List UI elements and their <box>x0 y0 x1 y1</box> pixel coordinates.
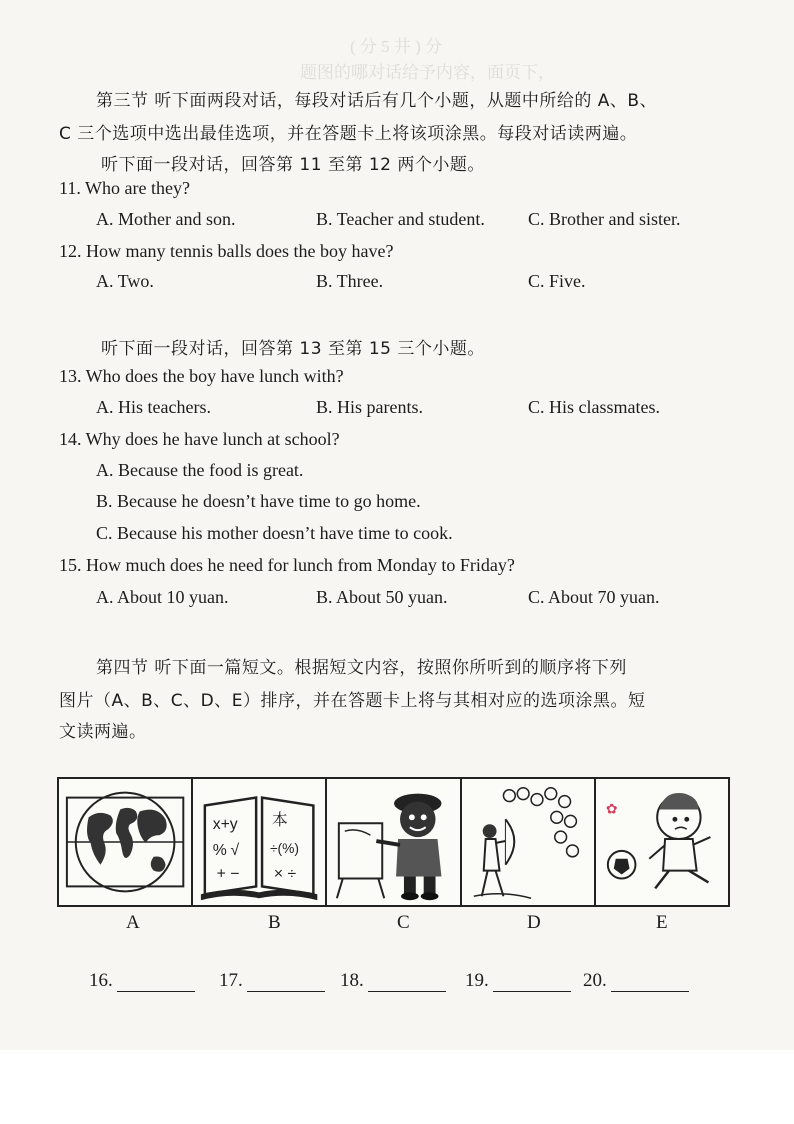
answer-number: 16. <box>89 970 113 991</box>
section4-heading-line2: 图片（A、B、C、D、E）排序，并在答题卡上将与其相对应的选项涂黑。短 <box>59 691 646 711</box>
answer-16[interactable] <box>89 970 195 992</box>
svg-text:√: √ <box>230 841 240 859</box>
section4-heading-line1: 第四节 听下面一篇短文。根据短文内容，按照你所听到的顺序将下列 <box>96 658 627 678</box>
answer-blank[interactable] <box>368 973 446 992</box>
page-bottom-margin <box>0 1050 794 1124</box>
svg-text:%: % <box>212 841 227 859</box>
picture-label-e: E <box>656 912 668 933</box>
answer-number: 18. <box>340 970 364 991</box>
question-15: 15. How much does he need for lunch from Monday to Friday? <box>59 555 515 575</box>
picture-label-a: A <box>126 912 140 933</box>
section3-heading-line2: C 三个选项中选出最佳选项，并在答题卡上将该项涂黑。每段对话读两遍。 <box>59 124 638 144</box>
answer-18[interactable] <box>340 970 446 992</box>
answer-19[interactable] <box>465 970 571 992</box>
q12-option-c[interactable]: C. Five. <box>528 271 586 291</box>
answer-17[interactable] <box>219 970 325 992</box>
question-12: 12. How many tennis balls does the boy have? <box>59 241 394 261</box>
q12-option-a[interactable]: A. Two. <box>96 271 154 291</box>
svg-text:✿: ✿ <box>605 801 618 818</box>
picture-strip <box>57 777 730 907</box>
q11-option-a[interactable]: A. Mother and son. <box>96 209 236 229</box>
svg-text:× ÷: × ÷ <box>274 865 297 883</box>
question-13: 13. Who does the boy have lunch with? <box>59 366 344 386</box>
math-book-icon <box>193 779 327 905</box>
picture-label-d: D <box>527 912 541 933</box>
q15-option-a[interactable]: A. About 10 yuan. <box>96 587 229 607</box>
q11-option-c[interactable]: C. Brother and sister. <box>528 209 681 229</box>
soccer-boy-icon <box>596 779 728 905</box>
svg-text:本: 本 <box>272 810 288 830</box>
svg-text:÷(%): ÷(%) <box>270 839 300 856</box>
answer-blank[interactable] <box>247 973 325 992</box>
answer-blank[interactable] <box>493 973 571 992</box>
answer-blank[interactable] <box>611 973 689 992</box>
section3-heading-line1: 第三节 听下面两段对话，每段对话后有几个小题，从题中所给的 A、B、 <box>96 91 658 111</box>
bleed-through: 题图的哪对话给予内容，面页下， <box>300 63 555 82</box>
q14-option-c[interactable]: C. Because his mother doesn’t have time to cook. <box>96 523 453 543</box>
q15-option-c[interactable]: C. About 70 yuan. <box>528 587 660 607</box>
answer-blank[interactable] <box>117 973 195 992</box>
archery-icon <box>462 779 596 905</box>
q13-option-b[interactable]: B. His parents. <box>316 397 423 417</box>
q14-option-a[interactable]: A. Because the food is great. <box>96 460 304 480</box>
q14-option-b[interactable]: B. Because he doesn’t have time to go home. <box>96 491 421 511</box>
answer-number: 20. <box>583 970 607 991</box>
picture-label-b: B <box>268 912 281 933</box>
section4-heading-line3: 文读两遍。 <box>59 722 147 742</box>
svg-text:+ −: + − <box>216 865 240 883</box>
dialog2-intro: 听下面一段对话，回答第 13 至第 15 三个小题。 <box>101 339 485 359</box>
q13-option-a[interactable]: A. His teachers. <box>96 397 211 417</box>
dialog1-intro: 听下面一段对话，回答第 11 至第 12 两个小题。 <box>101 155 485 175</box>
question-11: 11. Who are they? <box>59 178 190 198</box>
question-14: 14. Why does he have lunch at school? <box>59 429 340 449</box>
q15-option-b[interactable]: B. About 50 yuan. <box>316 587 448 607</box>
picture-label-c: C <box>397 912 410 933</box>
boy-painting-icon <box>327 779 461 905</box>
answer-number: 19. <box>465 970 489 991</box>
answer-20[interactable] <box>583 970 689 992</box>
q13-option-c[interactable]: C. His classmates. <box>528 397 660 417</box>
bleed-through: ( 分 5 井 ) 分 <box>350 37 443 56</box>
q11-option-b[interactable]: B. Teacher and student. <box>316 209 485 229</box>
svg-text:x+y: x+y <box>212 816 238 834</box>
q12-option-b[interactable]: B. Three. <box>316 271 384 291</box>
answer-number: 17. <box>219 970 243 991</box>
world-map-icon <box>59 779 193 905</box>
